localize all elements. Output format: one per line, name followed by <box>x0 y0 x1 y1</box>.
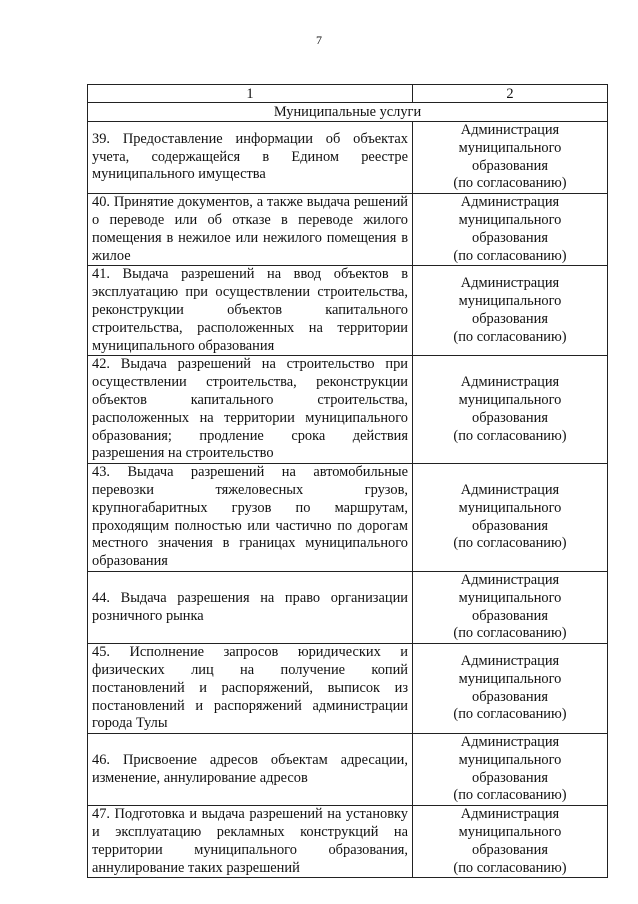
org-line: образования <box>472 688 548 705</box>
table-row <box>88 644 608 734</box>
responsible-org <box>413 806 608 878</box>
org-line: Администрация <box>460 734 560 751</box>
page-number: 7 <box>316 33 322 47</box>
responsible-org <box>413 356 608 464</box>
column-header: 2 <box>413 85 608 103</box>
section-row <box>88 103 608 122</box>
table-row <box>88 194 608 266</box>
responsible-org <box>413 122 608 194</box>
org-line: муниципального <box>458 391 562 408</box>
org-line: муниципального <box>458 499 562 516</box>
org-line: муниципального <box>458 293 562 310</box>
service-name: 42. Выдача разрешений на строительство при осуществлении строительства, реконструкции объектов капитального строительства, расположенных на территории муниципального образования; продление срока действия разрешения на строительство <box>88 356 413 464</box>
responsible-org <box>413 644 608 734</box>
org-line: Администрация <box>460 571 560 588</box>
table-row <box>88 122 608 194</box>
service-name: 39. Предоставление информации об объектах учета, содержащейся в Едином реестре муниципального имущества <box>88 122 413 194</box>
service-name: 43. Выдача разрешений на автомобильные перевозки тяжеловесных грузов, крупногабаритных грузов по маршрутам, проходящим полностью или частично по дорогам местного значения в границах муниципального образования <box>88 464 413 572</box>
org-line: муниципального <box>458 139 562 156</box>
org-line: образования <box>472 409 548 426</box>
org-line: Администрация <box>460 275 560 292</box>
table-row <box>88 464 608 572</box>
org-line: образования <box>472 517 548 534</box>
org-line: Администрация <box>460 122 560 138</box>
table-row <box>88 356 608 464</box>
org-line: образования <box>472 229 548 246</box>
services-table <box>87 84 608 878</box>
org-line: Администрация <box>460 806 560 823</box>
org-line: муниципального <box>458 211 562 228</box>
org-line: муниципального <box>458 589 562 606</box>
org-line: муниципального <box>458 751 562 768</box>
org-line: образования <box>472 310 548 327</box>
org-line: Администрация <box>460 194 560 211</box>
org-line: (по согласованию) <box>453 427 567 444</box>
org-line: образования <box>472 607 548 624</box>
service-name: 41. Выдача разрешений на ввод объектов в эксплуатацию при осуществлении строительства, реконструкции объектов капитального строительства, расположенных на территории муниципального образования <box>88 266 413 356</box>
service-name: 45. Исполнение запросов юридических и физических лиц на получение копий постановлений и распоряжений, выписок из постановлений и распоряжений администрации города Тулы <box>88 644 413 734</box>
org-line: (по согласованию) <box>453 247 567 264</box>
service-name: 46. Присвоение адресов объектам адресации, изменение, аннулирование адресов <box>88 734 413 806</box>
column-header: 1 <box>88 85 413 103</box>
responsible-org <box>413 266 608 356</box>
section-title: Муниципальные услуги <box>88 103 608 122</box>
table-row <box>88 806 608 878</box>
org-line: образования <box>472 157 548 174</box>
org-line: образования <box>472 769 548 786</box>
table-row <box>88 734 608 806</box>
service-name: 47. Подготовка и выдача разрешений на установку и эксплуатацию рекламных конструкций на территории муниципального образования, аннулирование таких разрешений <box>88 806 413 878</box>
org-line: (по согласованию) <box>453 328 567 345</box>
org-line: (по согласованию) <box>453 535 567 552</box>
org-line: (по согласованию) <box>453 859 567 876</box>
responsible-org <box>413 194 608 266</box>
org-line: (по согласованию) <box>453 787 567 804</box>
table-header-row <box>88 85 608 103</box>
responsible-org <box>413 734 608 806</box>
service-name: 44. Выдача разрешения на право организации розничного рынка <box>88 571 413 643</box>
org-line: Администрация <box>460 653 560 669</box>
service-name: 40. Принятие документов, а также выдача решений о переводе или об отказе в переводе жилого помещения в нежилое или нежилого помещения в жилое <box>88 194 413 266</box>
org-line: (по согласованию) <box>453 175 567 192</box>
org-line: Администрация <box>460 481 560 498</box>
org-line: муниципального <box>458 824 562 841</box>
org-line: (по согласованию) <box>453 625 567 642</box>
org-line: (по согласованию) <box>453 706 567 723</box>
org-line: образования <box>472 841 548 858</box>
org-line: Администрация <box>460 374 560 391</box>
table-row <box>88 571 608 643</box>
org-line: муниципального <box>458 670 562 687</box>
responsible-org <box>413 571 608 643</box>
table-row <box>88 266 608 356</box>
responsible-org <box>413 464 608 572</box>
